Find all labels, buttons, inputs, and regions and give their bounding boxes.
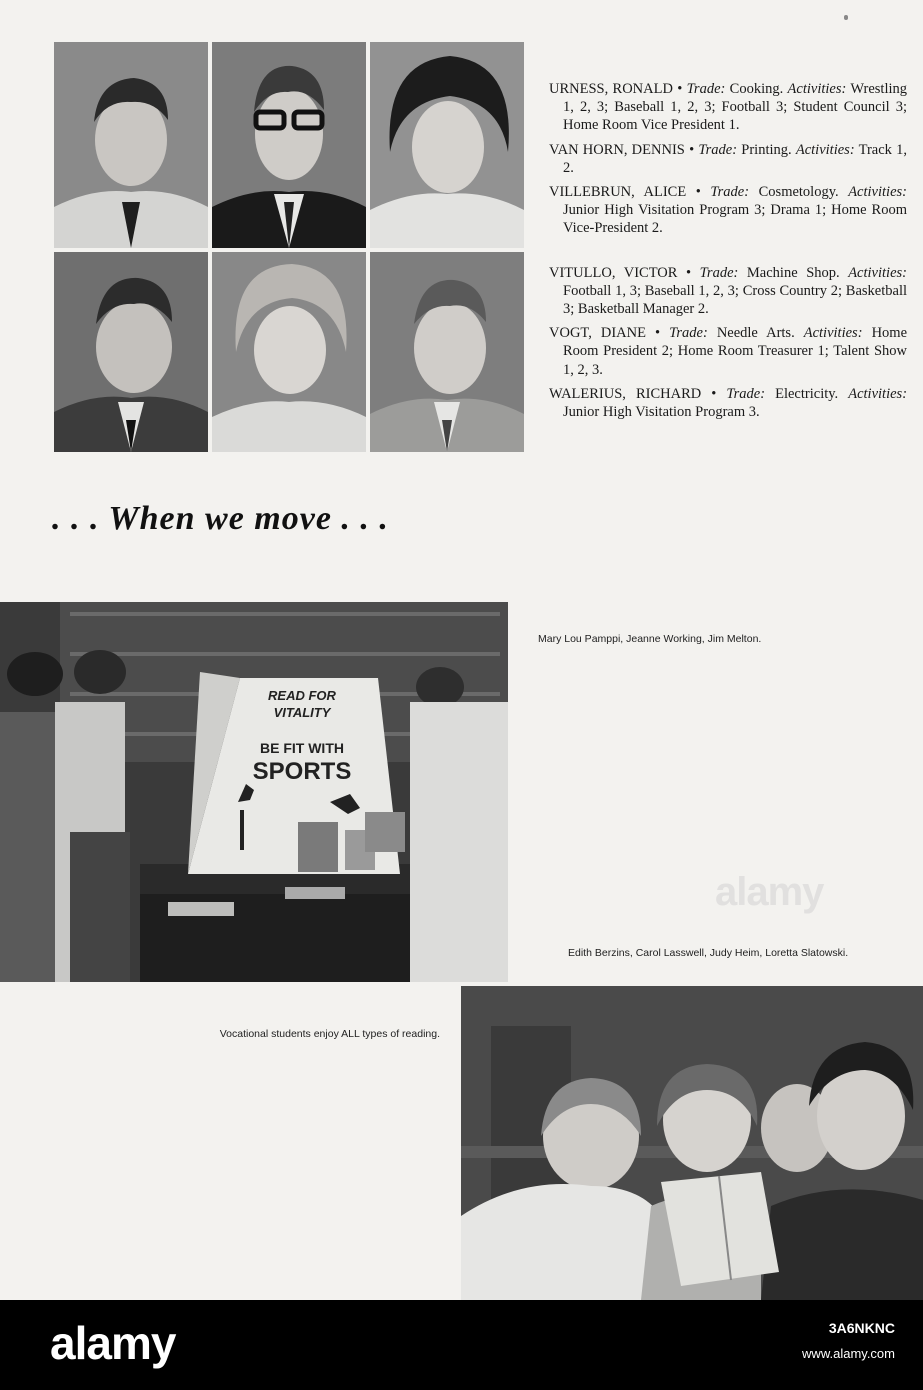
portrait-photo — [212, 252, 366, 452]
portrait-photo — [370, 252, 524, 452]
student-entry: WALERIUS, RICHARD • Trade: Electricity. Activities: Junior High Visitation Program 3. — [549, 385, 908, 421]
alamy-watermark: alamy — [715, 870, 824, 914]
image-id: 3A6NKNC — [828, 1320, 895, 1336]
reading-group-caption: Edith Berzins, Carol Lasswell, Judy Heim, Loretta Slatowski. — [568, 947, 849, 959]
vocational-caption: Vocational students enjoy ALL types of reading. — [219, 1028, 440, 1040]
sign-line: VITALITY — [273, 705, 331, 720]
student-entry: VITULLO, VICTOR • Trade: Machine Shop. Activities: Football 1, 3; Baseball 1, 2, 3; Cross Country 2; Basketball 3; Basketball Manager 2. — [549, 264, 907, 318]
sign-line: BE FIT WITH — [260, 740, 344, 756]
site-url[interactable]: www.alamy.com — [802, 1346, 895, 1361]
display-sign — [232, 688, 372, 786]
library-caption: Mary Lou Pamppi, Jeanne Working, Jim Melton. — [538, 633, 762, 645]
alamy-logo: alamy — [50, 1317, 176, 1369]
sign-line: SPORTS — [252, 758, 352, 785]
stock-footer — [0, 1300, 923, 1390]
student-entries — [549, 80, 907, 427]
student-entry: VAN HORN, DENNIS • Trade: Printing. Activities: Track 1, 2. — [549, 141, 907, 176]
student-entry: VOGT, DIANE • Trade: Needle Arts. Activities: Home Room President 2; Home Room Treasurer 1; Talent Show 1, 2, 3. — [549, 325, 907, 378]
portrait-photo — [370, 42, 524, 248]
portrait-photo — [54, 252, 208, 452]
print-speck — [844, 15, 848, 20]
student-entry: URNESS, RONALD • Trade: Cooking. Activities: Wrestling 1, 2, 3; Baseball 1, 2, 3; Football 3; Student Council 3; Home Room Vice President 1. — [549, 81, 908, 134]
section-headline: . . . When we move . . . — [52, 500, 389, 537]
student-entry: VILLEBRUN, ALICE • Trade: Cosmetology. Activities: Junior High Visitation Program 3; Drama 1; Home Room Vice-President 2. — [549, 184, 907, 237]
portrait-photo — [54, 42, 208, 248]
sign-line: READ FOR — [268, 688, 336, 703]
reading-group-photo — [461, 986, 923, 1300]
portrait-photo — [212, 42, 366, 248]
library-photo — [0, 602, 508, 982]
